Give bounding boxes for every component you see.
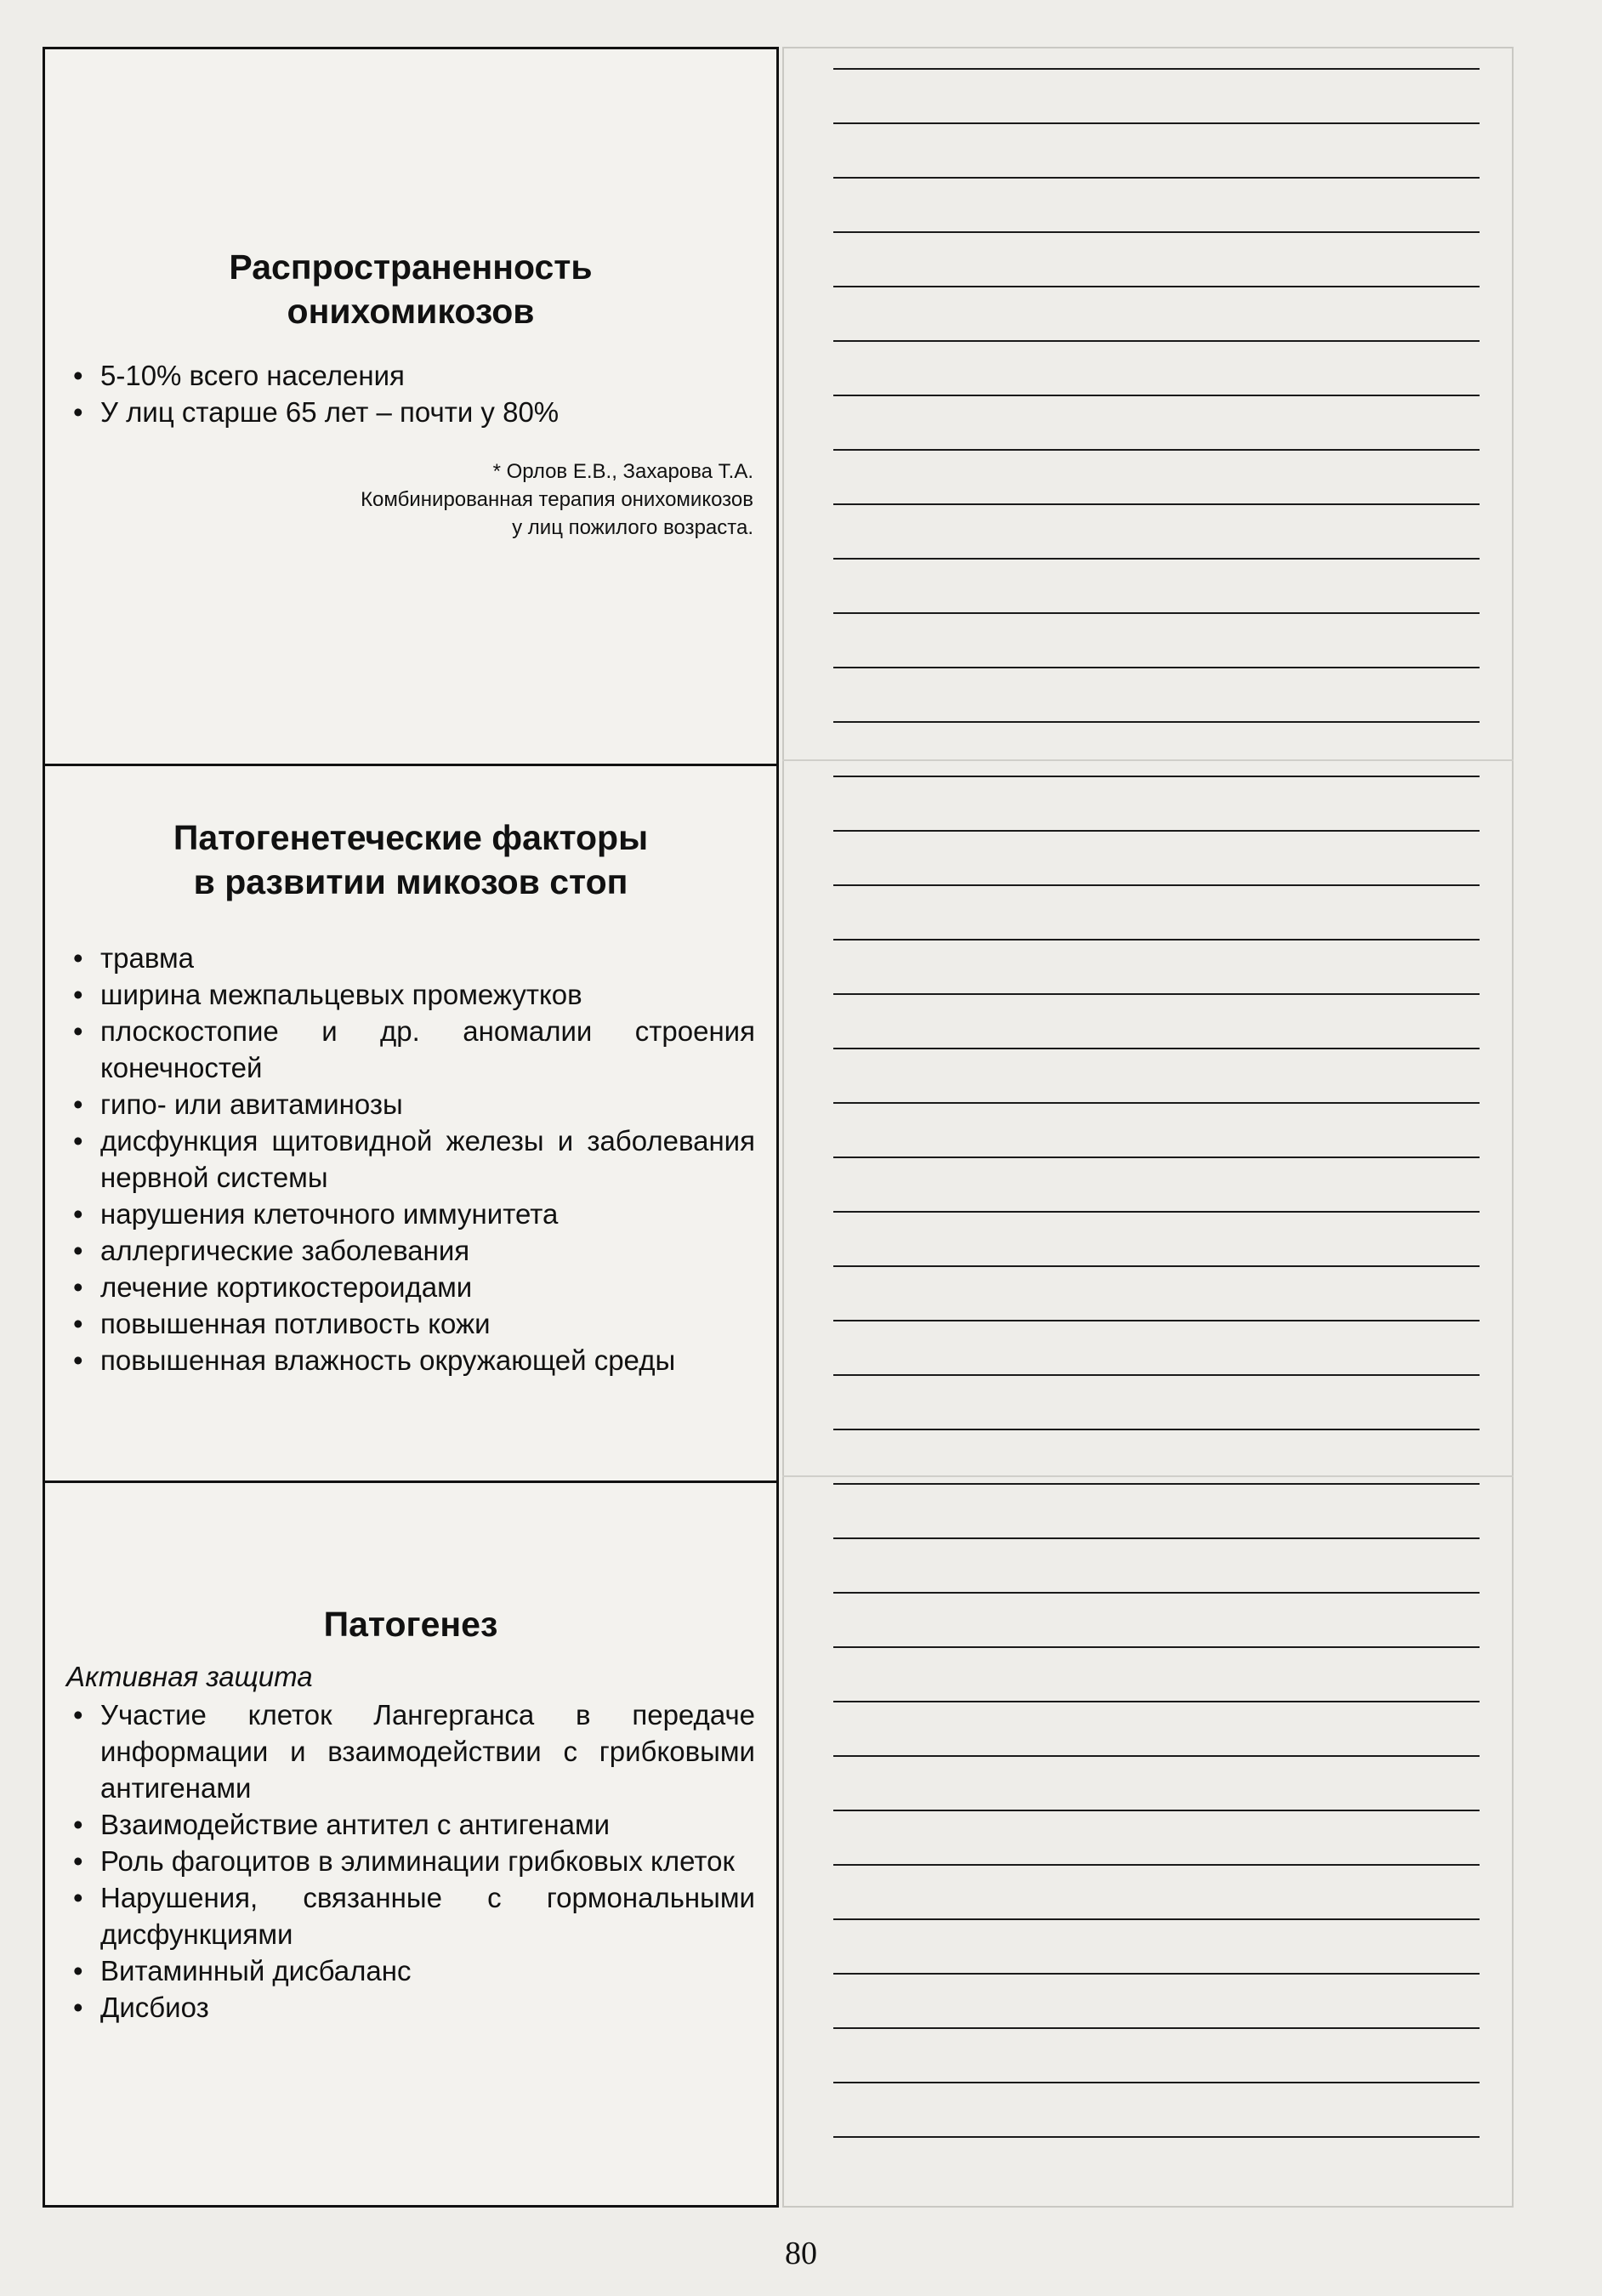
list-item: • 5-10% всего населения <box>66 357 755 394</box>
note-rule-line <box>833 1320 1480 1321</box>
note-rule-line <box>833 340 1480 342</box>
notes-lines-column <box>833 68 1480 2194</box>
list-item: • У лиц старше 65 лет – почти у 80% <box>66 394 755 430</box>
list-item: • дисфункция щитовидной железы и заболевания нервной системы <box>66 1122 755 1196</box>
list-item: • Взаимодействие антител с антигенами <box>66 1806 755 1843</box>
note-rule-line <box>833 1864 1480 1866</box>
note-rule-line <box>833 667 1480 668</box>
note-rule-line <box>833 1918 1480 1920</box>
list-item: • Нарушения, связанные с гормональными дисфункциями <box>66 1879 755 1952</box>
list-item: • гипо- или авитаминозы <box>66 1086 755 1122</box>
note-line: у лиц пожилого возраста. <box>512 516 753 539</box>
subheading: Активная защита <box>66 1661 313 1692</box>
note-line: Комбинированная терапия онихомикозов <box>361 488 753 511</box>
title-line: в развитии микозов стоп <box>193 862 628 901</box>
note-rule-line <box>833 1374 1480 1376</box>
slide-prevalence <box>43 47 779 764</box>
slide-pathogenetic-factors <box>43 764 779 1480</box>
note-rule-line <box>833 1646 1480 1648</box>
note-rule-line <box>833 1810 1480 1811</box>
citation-note <box>66 457 755 542</box>
note-rule-line <box>833 776 1480 777</box>
page-number: 80 <box>785 2236 817 2271</box>
note-rule-line <box>833 68 1480 70</box>
slide-title <box>66 49 755 333</box>
list-item: • Дисбиоз <box>66 1989 755 2026</box>
title-line: онихомикозов <box>287 292 535 331</box>
note-rule-line <box>833 177 1480 179</box>
note-rule-line <box>833 1429 1480 1430</box>
title-line: Патогенетеческие факторы <box>173 818 649 857</box>
note-rule-line <box>833 1211 1480 1213</box>
list-item: • травма <box>66 940 755 976</box>
list-item: • плоскостопие и др. аномалии строения конечностей <box>66 1013 755 1086</box>
list-item: • Участие клеток Лангерганса в передаче информации и взаимодействии с грибковыми антигенами <box>66 1696 755 1806</box>
note-line: * Орлов Е.В., Захарова Т.А. <box>492 460 753 483</box>
note-rule-line <box>833 721 1480 723</box>
note-rule-line <box>833 1537 1480 1539</box>
note-rule-line <box>833 612 1480 614</box>
note-rule-line <box>833 558 1480 560</box>
note-rule-line <box>833 1157 1480 1158</box>
note-rule-line <box>833 122 1480 124</box>
note-rule-line <box>833 2136 1480 2138</box>
note-rule-line <box>833 1483 1480 1485</box>
note-rule-line <box>833 231 1480 233</box>
note-rule-line <box>833 939 1480 941</box>
note-rule-line <box>833 993 1480 995</box>
list-item: • Витаминный дисбаланс <box>66 1952 755 1989</box>
note-rule-line <box>833 286 1480 287</box>
slide-title <box>66 766 755 904</box>
note-rule-line <box>833 1265 1480 1267</box>
note-rule-line <box>833 1592 1480 1594</box>
note-rule-line <box>833 1755 1480 1757</box>
note-rule-line <box>833 2027 1480 2029</box>
slide-title: Патогенез <box>323 1605 498 1644</box>
list-item: • повышенная влажность окружающей среды <box>66 1342 755 1378</box>
note-rule-line <box>833 1102 1480 1104</box>
slides-column <box>43 47 779 2208</box>
list-item: • повышенная потливость кожи <box>66 1305 755 1342</box>
title-line: Распространенность <box>229 247 593 287</box>
list-item: • ширина межпальцевых промежутков <box>66 976 755 1013</box>
note-rule-line <box>833 830 1480 832</box>
note-rule-line <box>833 884 1480 886</box>
note-rule-line <box>833 2082 1480 2083</box>
list-item: • лечение кортикостероидами <box>66 1269 755 1305</box>
list-item: • Роль фагоцитов в элиминации грибковых клеток <box>66 1843 755 1879</box>
slide-pathogenesis <box>43 1480 779 2208</box>
bullet-list <box>66 357 755 430</box>
bullet-list <box>66 940 755 1378</box>
list-item: • аллергические заболевания <box>66 1232 755 1269</box>
note-rule-line <box>833 1048 1480 1049</box>
bullet-list <box>66 1696 755 2026</box>
list-item: • нарушения клеточного иммунитета <box>66 1196 755 1232</box>
note-rule-line <box>833 449 1480 451</box>
note-rule-line <box>833 503 1480 505</box>
note-rule-line <box>833 1701 1480 1702</box>
note-rule-line <box>833 1973 1480 1975</box>
note-rule-line <box>833 395 1480 396</box>
